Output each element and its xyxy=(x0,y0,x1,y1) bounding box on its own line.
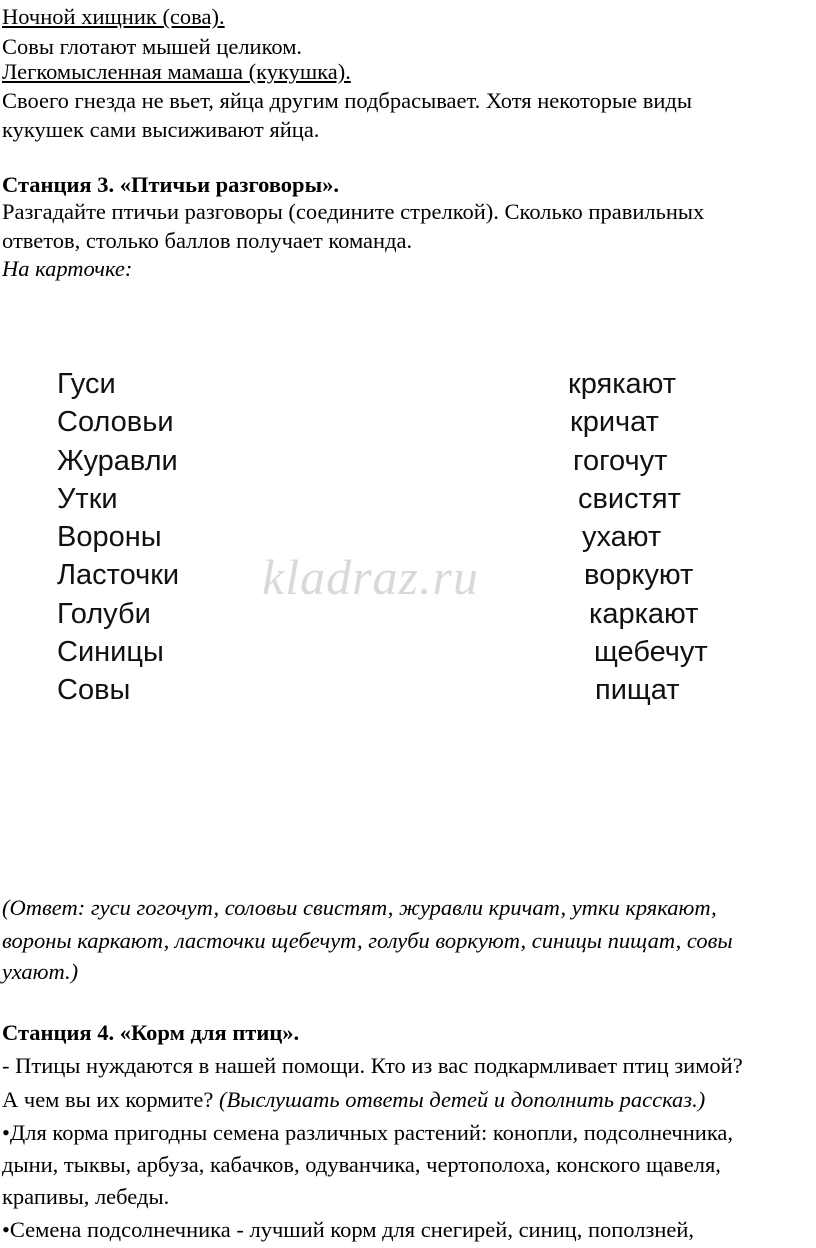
station3-task-line1: Разгадайте птичьи разговоры (соедините стрелкой). Сколько правильных xyxy=(2,199,705,224)
station4-para1-line2 xyxy=(2,1085,705,1115)
bird-word: Ласточки xyxy=(57,559,180,591)
station4-para2-line2: дыни, тыквы, арбуза, кабачков, одуванчика, чертополоха, конского щавеля, xyxy=(2,1152,721,1177)
cuckoo-riddle-text-line2: кукушек сами высиживают яйца. xyxy=(2,117,320,142)
owl-riddle-text: Совы глотают мышей целиком. xyxy=(2,34,303,59)
bird-sound-word: гогочут xyxy=(573,445,668,477)
site-watermark: kladraz.ru xyxy=(262,549,479,605)
station4-para3-line1: •Семена подсолнечника - лучший корм для снегирей, синиц, поползней, xyxy=(2,1217,695,1242)
bird-sound-word: воркуют xyxy=(584,559,694,591)
bird-word: Утки xyxy=(57,483,118,515)
bird-sound-word: кричат xyxy=(570,406,659,438)
bird-word: Журавли xyxy=(57,445,178,477)
bird-word: Соловьи xyxy=(57,406,174,438)
owl-riddle-title: Ночной хищник (сова). xyxy=(2,4,225,29)
answer-line2: вороны каркают, ласточки щебечут, голуби воркуют, синицы пищат, совы xyxy=(2,928,733,953)
answer-line3: ухают.) xyxy=(2,959,79,984)
answer-line1: (Ответ: гуси гогочут, соловьи свистят, журавли кричат, утки крякают, xyxy=(2,895,717,920)
cuckoo-riddle-title: Легкомысленная мамаша (кукушка). xyxy=(2,59,351,84)
station4-teacher-note: (Выслушать ответы детей и дополнить рассказ.) xyxy=(218,1087,706,1112)
bird-sound-word: каркают xyxy=(589,598,699,630)
card-label: На карточке: xyxy=(2,256,133,281)
station4-heading: Станция 4. «Корм для птиц». xyxy=(2,1020,300,1045)
bird-sound-word: свистят xyxy=(578,483,681,515)
cuckoo-riddle-text-line1: Своего гнезда не вьет, яйца другим подбрасывает. Хотя некоторые виды xyxy=(2,88,692,113)
bird-sound-word: щебечут xyxy=(594,636,708,668)
bird-sound-word: крякают xyxy=(568,368,677,400)
bird-word: Гуси xyxy=(57,368,116,400)
station3-heading: Станция 3. «Птичьи разговоры». xyxy=(2,172,340,197)
station4-question: А чем вы их кормите? xyxy=(2,1087,219,1112)
bird-sound-word: ухают xyxy=(582,521,662,553)
station3-task-line2: ответов, столько баллов получает команда. xyxy=(2,228,413,253)
station4-para1-line1: - Птицы нуждаются в нашей помощи. Кто из вас подкармливает птиц зимой? xyxy=(2,1053,743,1078)
station4-para2-line1: •Для корма пригодны семена различных растений: конопли, подсолнечника, xyxy=(2,1120,734,1145)
station4-para2-line3: крапивы, лебеды. xyxy=(2,1184,170,1209)
bird-sound-word: пищат xyxy=(595,674,680,706)
bird-word: Синицы xyxy=(57,636,164,668)
bird-word: Голуби xyxy=(57,598,151,630)
bird-sounds-card xyxy=(0,360,816,720)
bird-word: Вороны xyxy=(57,521,162,553)
bird-word: Совы xyxy=(57,674,131,706)
